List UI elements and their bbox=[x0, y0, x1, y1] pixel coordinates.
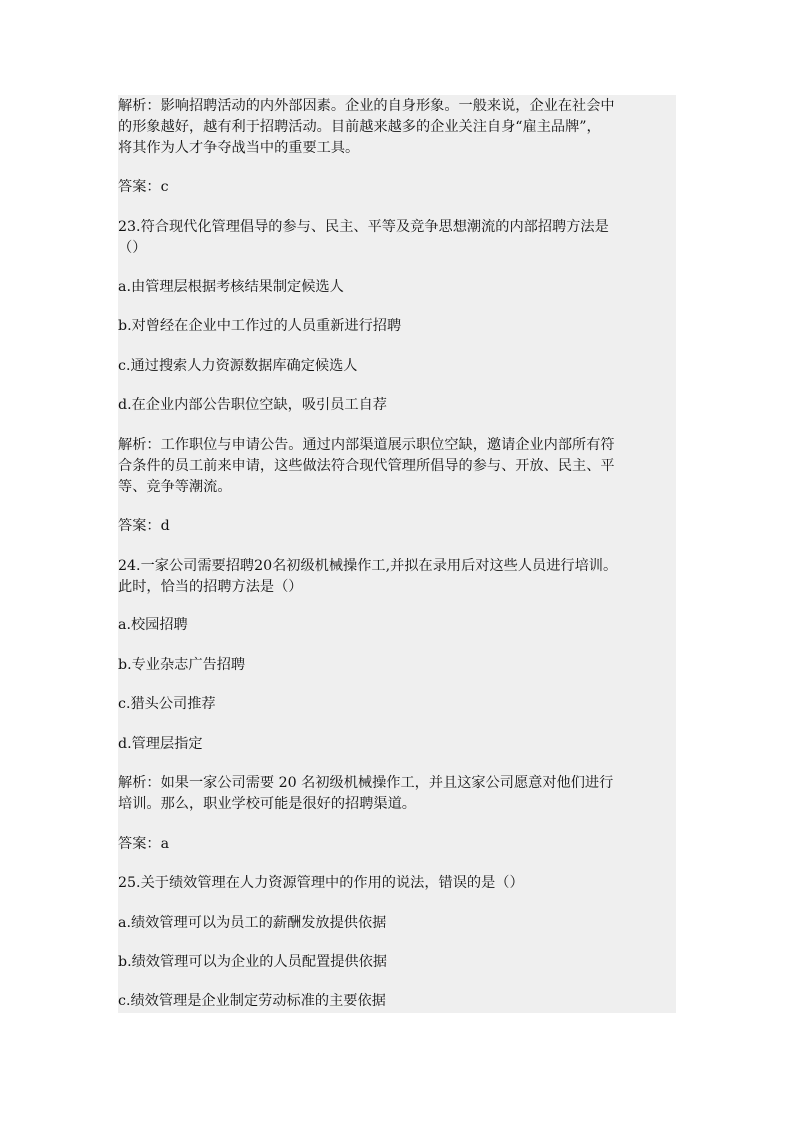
q23-explanation-line-1: 解析：工作职位与申请公告。通过内部渠道展示职位空缺，邀请企业内部所有符 bbox=[118, 437, 615, 453]
q24-option-d: d.管理层指定 bbox=[118, 736, 203, 752]
q23-question-line-2: （） bbox=[118, 240, 147, 256]
q25-option-c: c.绩效管理是企业制定劳动标准的主要依据 bbox=[118, 993, 386, 1009]
q25-option-b: b.绩效管理可以为企业的人员配置提供依据 bbox=[118, 954, 387, 970]
q22-explanation-line-2: 的形象越好，越有利于招聘活动。目前越来越多的企业关注自身“雇主品牌”， bbox=[118, 119, 601, 135]
q22-explanation-line-3: 将其作为人才争夺战当中的重要工具。 bbox=[118, 140, 360, 156]
q24-question-line-1: 24.一家公司需要招聘20名初级机械操作工,并拟在录用后对这些人员进行培训。 bbox=[118, 558, 618, 574]
q24-option-c: c.猎头公司推荐 bbox=[118, 696, 216, 712]
q24-answer: 答案：a bbox=[118, 836, 170, 852]
q23-answer: 答案：d bbox=[118, 518, 170, 534]
q23-question-line-1: 23.符合现代化管理倡导的参与、民主、平等及竞争思想潮流的内部招聘方法是 bbox=[118, 219, 609, 235]
q23-option-d: d.在企业内部公告职位空缺，吸引员工自荐 bbox=[118, 397, 387, 413]
q22-explanation-line-1: 解析：影响招聘活动的内外部因素。企业的自身形象。一般来说，企业在社会中 bbox=[118, 98, 615, 114]
q25-option-a: a.绩效管理可以为员工的薪酬发放提供依据 bbox=[118, 915, 387, 931]
q23-explanation-line-3: 等、竞争等潮流。 bbox=[118, 479, 232, 495]
q24-option-a: a.校园招聘 bbox=[118, 617, 188, 633]
q22-answer: 答案：c bbox=[118, 179, 169, 195]
q24-explanation-line-2: 培训。那么，职业学校可能是很好的招聘渠道。 bbox=[118, 796, 416, 812]
q25-question: 25.关于绩效管理在人力资源管理中的作用的说法，错误的是（） bbox=[118, 875, 524, 891]
q24-explanation-line-1: 解析：如果一家公司需要 20 名初级机械操作工，并且这家公司愿意对他们进行 bbox=[118, 775, 614, 791]
q23-explanation-line-2: 合条件的员工前来申请，这些做法符合现代管理所倡导的参与、开放、民主、平 bbox=[118, 458, 615, 474]
q24-option-b: b.专业杂志广告招聘 bbox=[118, 657, 246, 673]
q23-option-c: c.通过搜索人力资源数据库确定候选人 bbox=[118, 358, 358, 374]
q23-option-a: a.由管理层根据考核结果制定候选人 bbox=[118, 279, 344, 295]
q24-question-line-2: 此时，恰当的招聘方法是（） bbox=[118, 579, 303, 595]
q23-option-b: b.对曾经在企业中工作过的人员重新进行招聘 bbox=[118, 318, 402, 334]
